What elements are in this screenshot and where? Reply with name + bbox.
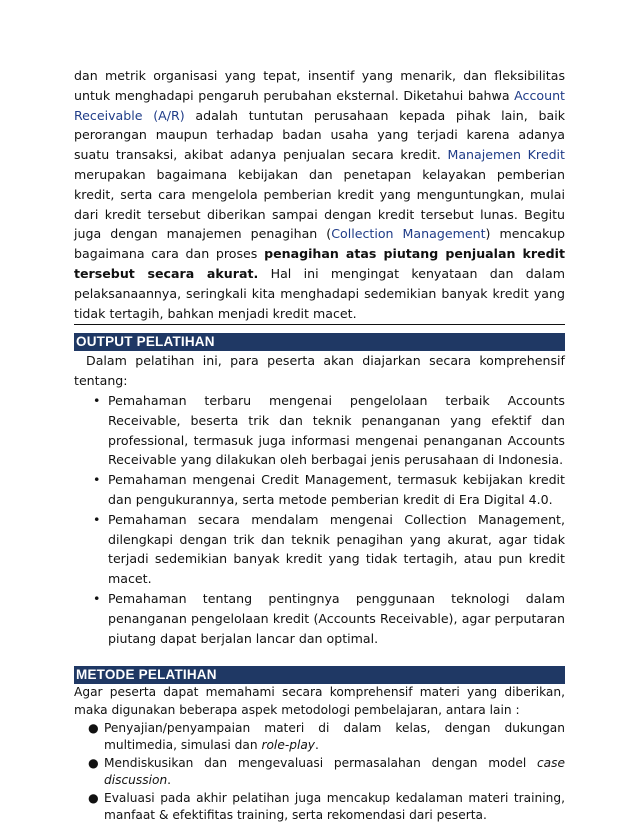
metode-lead-text: Agar peserta dapat memahami secara komprehensif materi yang diberikan, maka digunakan beberapa aspek metodologi pembelajaran, antara lain : [74,685,565,717]
list-item [80,720,565,755]
list-item [84,470,565,510]
list-item [80,755,565,790]
bullet-icon: • [93,590,101,606]
bullet-icon: • [93,472,101,488]
list-item-text: Pemahaman secara mendalam mengenai Collection Management, dilengkapi dengan trik dan teknik penagihan yang akurat, agar tidak terjadi sedemikian banyak kredit yang tidak tertagih, atau pun kredit macet. [108,511,565,587]
account-receivable-term: Account Receivable (A/R) [74,87,565,123]
role-play-text: role-play [261,738,316,753]
document-page [74,66,565,825]
intro-text-3: merupakan bagaimana kebijakan dan penetapan kelayakan pemberian kredit, serta cara mengelola pemberian kredit yang menguntungkan, mulai dari kredit tersebut diberikan sampai dengan kredit tersebut lunas. Begitu juga dengan manajemen penagihan ( [74,166,565,242]
bullet-icon: • [93,392,101,408]
intro-underline [74,324,565,325]
list-item-text: Mendiskusikan dan mengevaluasi permasalahan dengan model [104,755,537,770]
output-pelatihan-heading: OUTPUT PELATIHAN [74,333,565,351]
bullet-icon: ● [88,790,99,805]
manajemen-kredit-term: Manajemen Kredit [447,147,565,163]
bullet-icon: • [93,511,101,527]
case-discussion-text: case discussion [104,755,565,788]
list-item-text: Penyajian/penyampaian materi di dalam kelas, dengan dukungan multimedia, simulasi dan [104,720,565,753]
list-item-text-end: . [315,738,319,753]
list-item [80,790,565,825]
intro-bold-text: penagihan atas piutang penjualan kredit tersebut secara akurat. [74,246,565,281]
list-item-text: Pemahaman mengenai Credit Management, termasuk kebijakan kredit dan pengukurannya, serta metode pemberian kredit di Era Digital 4.0. [108,472,565,507]
list-item-text: Pemahaman terbaru mengenai pengelolaan terbaik Accounts Receivable, beserta trik dan teknik penanganan yang efektif dan professional, termasuk juga informasi mengenai penanganan Accounts Receivable yang dilakukan oleh berbagai jenis perusahaan di Indonesia. [108,392,565,468]
metode-pelatihan-heading: METODE PELATIHAN [74,666,565,684]
output-bullet-list [84,391,565,648]
list-item-text: Evaluasi pada akhir pelatihan juga mencakup kedalaman materi training, manfaat & efektifitas training, serta rekomendasi dari peserta. [104,790,565,823]
intro-text-5: Hal ini mengingat kenyataan dan dalam pelaksanaannya, seringkali kita menghadapi sedemikian banyak kredit yang tidak tertagih, bahkan menjadi kredit macet. [74,265,565,321]
output-lead-text: Dalam pelatihan ini, para peserta akan diajarkan secara komprehensif tentang: [74,353,565,389]
list-item-text: Pemahaman tentang pentingnya penggunaan teknologi dalam penanganan pengelolaan kredit (Accounts Receivable), agar perputaran piutang dapat berjalan lancar dan optimal. [108,590,565,646]
list-item [84,510,565,589]
intro-text-4: ) mencakup bagaimana cara dan proses [74,226,565,262]
intro-text-1: dan metrik organisasi yang tepat, insentif yang menarik, dan fleksibilitas untuk menghadapi pengaruh perubahan eksternal. Diketahui bahwa [74,68,565,103]
collection-management-term: Collection Management [331,226,486,242]
list-item [84,589,565,648]
list-item [84,391,565,470]
bullet-icon: ● [88,755,99,770]
intro-text-2: adalah tuntutan perusahaan kepada pihak lain, baik perorangan maupun terhadap badan usaha yang terjadi karena adanya suatu transaksi, akibat adanya penjualan secara kredit. [74,107,565,163]
bullet-icon: ● [88,720,99,735]
intro-paragraph [74,66,565,323]
list-item-text-end: . [167,773,172,788]
metode-bullet-list [80,720,565,826]
